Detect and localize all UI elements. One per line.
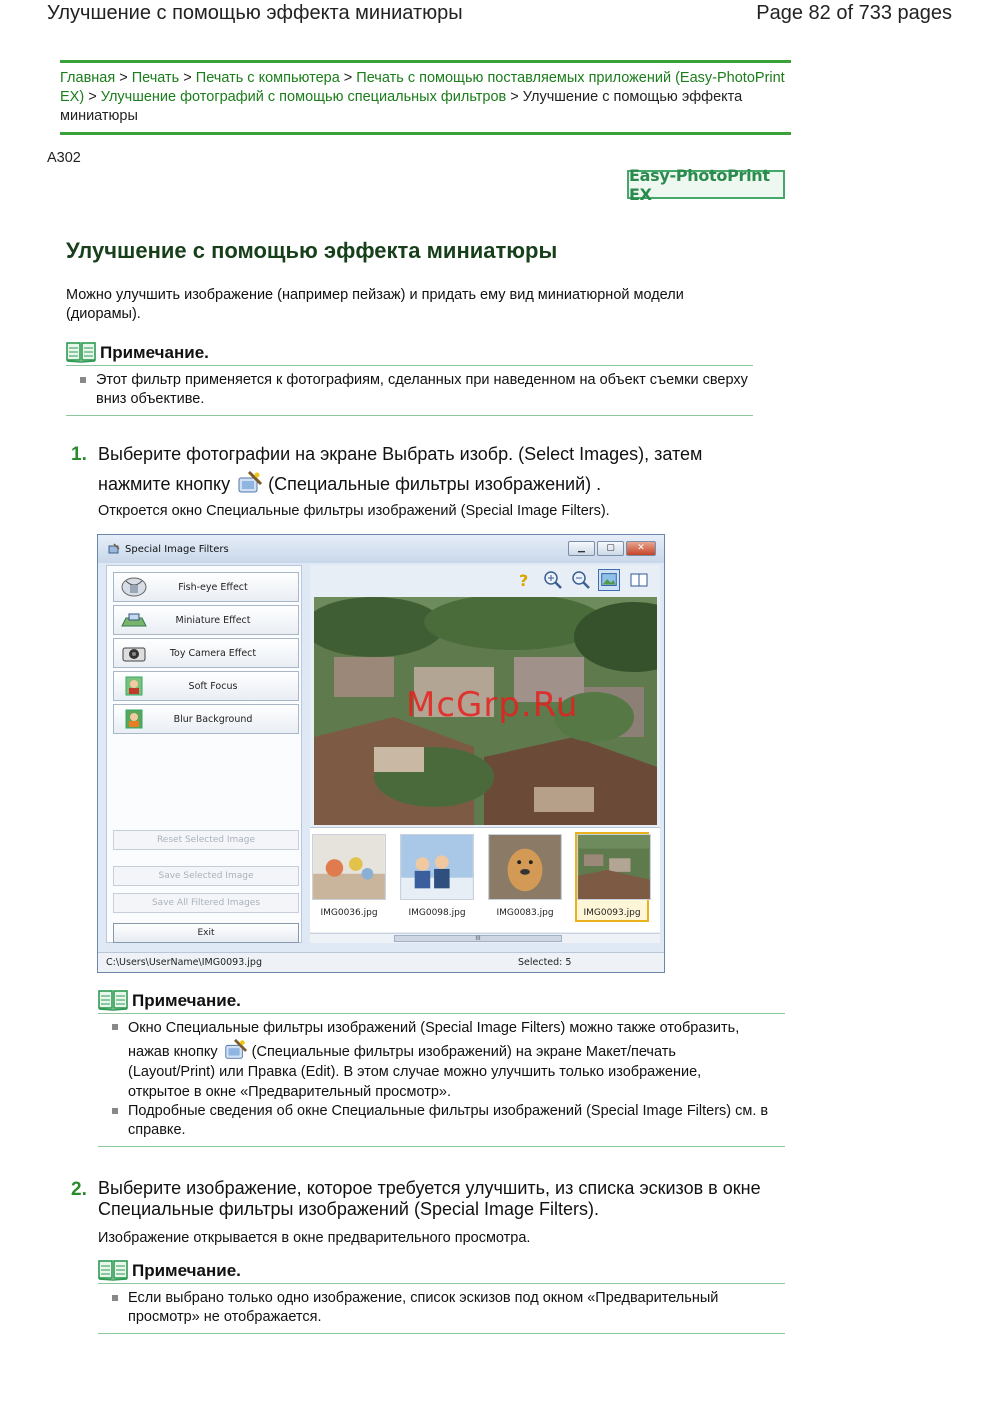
watermark-text: McGrp.Ru [406, 685, 579, 725]
save-all-filtered-images-button[interactable]: Save All Filtered Images [113, 893, 299, 913]
blur-background-label: Blur Background [173, 713, 253, 725]
note-title: Примечание. [132, 991, 241, 1010]
document-title: Улучшение с помощью эффекта миниатюры [47, 2, 463, 24]
breadcrumb-separator: > [183, 70, 192, 86]
special-filters-icon [235, 470, 263, 496]
note-box [98, 989, 785, 1147]
note-text: Окно Специальные фильтры изображений (Special Image Filters) можно также отобразить, нажав кнопку [128, 1020, 740, 1060]
minimize-icon[interactable]: ▁ [568, 541, 595, 556]
window-titlebar [98, 535, 664, 563]
fish-eye-button[interactable] [113, 572, 299, 602]
exit-button[interactable]: Exit [113, 923, 299, 943]
camera-icon [120, 643, 148, 663]
note-header [98, 1259, 785, 1284]
toy-camera-button[interactable] [113, 638, 299, 668]
thumbnail-caption: IMG0093.jpg [583, 908, 641, 918]
zoom-in-icon[interactable] [542, 569, 564, 591]
soft-focus-button[interactable] [113, 671, 299, 701]
breadcrumb-link-home[interactable]: Главная [60, 70, 116, 86]
breadcrumb-link-print[interactable]: Печать [131, 70, 180, 86]
window-title: Special Image Filters [125, 543, 229, 555]
breadcrumb-link-special-filters[interactable]: Улучшение фотографий с помощью специальных фильтров [100, 89, 507, 105]
step-number: 1. [71, 444, 87, 465]
selected-count: Selected: 5 [518, 957, 572, 968]
thumbnail-caption: IMG0098.jpg [408, 908, 466, 918]
miniature-effect-label: Miniature Effect [175, 614, 251, 626]
note-item: Если выбрано только одно изображение, список эскизов под окном «Предварительный просмотр» не отображается. [110, 1289, 785, 1327]
help-icon[interactable] [513, 569, 535, 591]
thumbnail-image [312, 834, 386, 900]
thumbnail-image [577, 834, 651, 900]
miniature-icon [120, 610, 148, 630]
breadcrumb-link-bundled-apps[interactable]: Печать с помощью поставляемых приложений (Easy-PhotoPrint EX) [60, 70, 785, 105]
thumbnail-scrollbar[interactable] [310, 933, 660, 943]
note-list [98, 1284, 785, 1333]
fish-eye-icon [120, 577, 148, 597]
product-badge-label: Easy-PhotoPrint EX [629, 165, 770, 204]
step-text: Выберите изображение, которое требуется улучшить, из списка эскизов в окне Специальные фильтры изображений (Special Image Filters). [98, 1178, 761, 1219]
breadcrumb-current: Улучшение с помощью эффекта миниатюры [60, 89, 743, 124]
window-controls [568, 541, 656, 556]
breadcrumb-separator: > [119, 70, 128, 86]
note-item: Этот фильтр применяется к фотографиям, сделанных при наведенном на объект съемки сверху вниз объективе. [78, 371, 753, 409]
breadcrumb [60, 60, 791, 135]
thumbnail-item-selected[interactable] [575, 832, 649, 922]
book-icon [66, 341, 96, 363]
thumbnail-image [400, 834, 474, 900]
note-header [98, 989, 785, 1014]
page-counter: Page 82 of 733 pages [756, 2, 952, 24]
blur-background-button[interactable] [113, 704, 299, 734]
reset-selected-image-button[interactable]: Reset Selected Image [113, 830, 299, 850]
step-text-part: Выберите фотографии на экране Выбрать изобр. (Select Images), затем нажмите кнопку [98, 444, 703, 494]
product-badge [627, 165, 785, 204]
note-list [66, 366, 753, 415]
view-image-icon[interactable] [598, 569, 620, 591]
note-header [66, 341, 753, 366]
special-image-filters-window [97, 534, 665, 973]
status-bar [98, 952, 664, 972]
thumbnail-item[interactable] [400, 834, 474, 924]
miniature-effect-button[interactable] [113, 605, 299, 635]
breadcrumb-separator: > [510, 89, 519, 105]
filter-panel [106, 565, 302, 943]
compare-view-icon[interactable] [628, 569, 650, 591]
close-icon[interactable]: ✕ [626, 541, 656, 556]
step-text-part: (Специальные фильтры изображений) . [268, 474, 602, 494]
step-number: 2. [71, 1179, 87, 1200]
note-list [98, 1014, 785, 1146]
note-title: Примечание. [100, 343, 209, 362]
thumbnail-list [310, 827, 660, 932]
save-selected-image-button[interactable]: Save Selected Image [113, 866, 299, 886]
step-description: Изображение открывается в окне предварительного просмотра. [98, 1230, 531, 1246]
scrollbar-thumb[interactable]: III [394, 935, 562, 942]
file-path: C:\Users\UserName\IMG0093.jpg [106, 957, 262, 968]
soft-focus-icon [120, 676, 148, 696]
note-box [66, 341, 753, 416]
note-text: (Специальные фильтры изображений) на экране Макет/печать (Layout/Print) или Правка (Edit). В этом случае можно улучшить только изображение, открытое в окне «Предварительный просмотр». [128, 1044, 702, 1100]
fish-eye-label: Fish-eye Effect [178, 581, 248, 593]
breadcrumb-separator: > [343, 70, 353, 86]
page-title: Улучшение с помощью эффекта миниатюры [66, 238, 558, 263]
thumbnail-item[interactable] [488, 834, 562, 924]
maximize-icon[interactable]: ▢ [597, 541, 624, 556]
note-item [110, 1018, 785, 1102]
breadcrumb-link-print-from-computer[interactable]: Печать с компьютера [195, 70, 340, 86]
toy-camera-label: Toy Camera Effect [169, 647, 257, 659]
breadcrumb-separator: > [88, 89, 97, 105]
note-box [98, 1259, 785, 1334]
preview-panel [310, 565, 660, 943]
thumbnail-image [488, 834, 562, 900]
soft-focus-label: Soft Focus [188, 680, 238, 692]
step-description: Откроется окно Специальные фильтры изображений (Special Image Filters). [98, 503, 610, 519]
note-item: Подробные сведения об окне Специальные фильтры изображений (Special Image Filters) см. в справке. [110, 1102, 785, 1140]
special-filters-icon [222, 1038, 248, 1062]
note-title: Примечание. [132, 1261, 241, 1280]
step-text [98, 439, 738, 499]
app-icon [108, 543, 120, 555]
thumbnail-caption: IMG0036.jpg [320, 908, 378, 918]
book-icon [98, 1259, 128, 1281]
svg-text:?: ? [519, 571, 529, 590]
thumbnail-item[interactable] [312, 834, 386, 924]
thumbnail-caption: IMG0083.jpg [496, 908, 554, 918]
zoom-out-icon[interactable] [570, 569, 592, 591]
blur-background-icon [120, 709, 148, 729]
topic-code: A302 [47, 150, 81, 166]
intro-text: Можно улучшить изображение (например пейзаж) и придать ему вид миниатюрной модели (диорамы). [66, 287, 684, 322]
book-icon [98, 989, 128, 1011]
